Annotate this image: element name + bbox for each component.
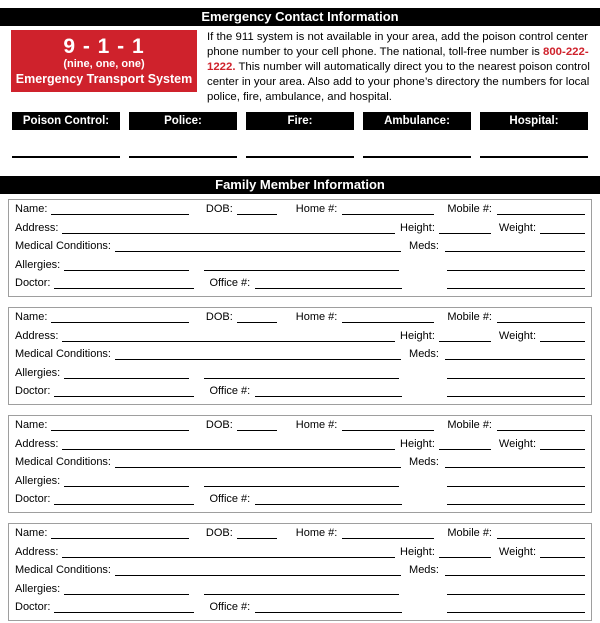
name-label: Name:	[15, 419, 48, 431]
doctor-label: Doctor:	[15, 493, 51, 506]
medical-conditions-label: Medical Conditions:	[15, 564, 111, 577]
member-row-medical	[15, 564, 585, 583]
family-member-block	[8, 415, 592, 513]
emergency-contacts-fill-row	[12, 156, 588, 158]
doctor-fill-line[interactable]	[54, 504, 194, 505]
member-row-doctor	[15, 277, 585, 296]
home-phone-label: Home #:	[295, 419, 338, 431]
name-label: Name:	[15, 311, 48, 323]
member-row-allergies	[15, 475, 585, 494]
meds-fill-line-3[interactable]	[447, 288, 585, 289]
member-row-address	[15, 330, 585, 349]
doctor-fill-line[interactable]	[54, 612, 194, 613]
meds-fill-line-2[interactable]	[447, 270, 585, 271]
home-phone-fill-line[interactable]	[342, 430, 434, 431]
medical-conditions-label: Medical Conditions:	[15, 456, 111, 469]
meds-fill-line[interactable]	[445, 359, 585, 360]
mobile-phone-fill-line[interactable]	[497, 430, 585, 431]
911-badge	[11, 30, 197, 92]
medical-conditions-fill-line[interactable]	[115, 575, 401, 576]
meds-label: Meds:	[409, 564, 439, 577]
height-label: Height:	[400, 221, 435, 234]
fire-fill-line[interactable]	[246, 156, 354, 158]
home-phone-label: Home #:	[295, 527, 338, 539]
family-member-title: Family Member Information	[215, 177, 385, 192]
poison-control-phone-number: 800-222-1222.	[207, 46, 589, 73]
office-phone-label: Office #:	[209, 601, 251, 614]
meds-fill-line-2[interactable]	[447, 594, 585, 595]
member-row-name	[15, 203, 585, 222]
dob-label: DOB:	[205, 419, 233, 431]
medical-conditions-fill-line[interactable]	[115, 251, 401, 252]
911-pronunciation: (nine, one, one)	[63, 58, 145, 70]
medical-conditions-label: Medical Conditions:	[15, 240, 111, 253]
emergency-contact-header-bar	[0, 8, 600, 26]
contact-label-poison-control: Poison Control:	[12, 112, 120, 130]
height-label: Height:	[400, 329, 435, 342]
contact-label-hospital: Hospital:	[480, 112, 588, 130]
name-label: Name:	[15, 527, 48, 539]
911-number: 9 - 1 - 1	[63, 35, 145, 58]
office-phone-label: Office #:	[209, 493, 251, 506]
height-fill-line[interactable]	[439, 449, 491, 450]
meds-fill-line-2[interactable]	[447, 378, 585, 379]
weight-fill-line[interactable]	[540, 341, 585, 342]
poison-control-fill-line[interactable]	[12, 156, 120, 158]
office-phone-fill-line[interactable]	[255, 504, 402, 505]
allergies-fill-line-2[interactable]	[204, 270, 399, 271]
meds-fill-line[interactable]	[445, 251, 585, 252]
home-phone-label: Home #:	[295, 311, 338, 323]
allergies-fill-line[interactable]	[64, 594, 189, 595]
allergies-label: Allergies:	[15, 366, 61, 379]
meds-label: Meds:	[409, 240, 439, 253]
allergies-fill-line-2[interactable]	[204, 486, 399, 487]
weight-fill-line[interactable]	[540, 557, 585, 558]
allergies-fill-line-2[interactable]	[204, 378, 399, 379]
emergency-contacts-label-row	[12, 112, 588, 130]
mobile-phone-fill-line[interactable]	[497, 322, 585, 323]
office-phone-label: Office #:	[209, 277, 251, 290]
office-phone-fill-line[interactable]	[255, 288, 402, 289]
allergies-fill-line[interactable]	[64, 270, 189, 271]
doctor-label: Doctor:	[15, 601, 51, 614]
home-phone-fill-line[interactable]	[342, 214, 434, 215]
member-row-medical	[15, 348, 585, 367]
weight-label: Weight:	[498, 221, 536, 234]
name-fill-line[interactable]	[51, 322, 188, 323]
medical-conditions-fill-line[interactable]	[115, 467, 401, 468]
member-row-medical	[15, 456, 585, 475]
weight-fill-line[interactable]	[540, 233, 585, 234]
dob-label: DOB:	[205, 527, 233, 539]
dob-fill-line[interactable]	[237, 214, 277, 215]
member-row-address	[15, 222, 585, 241]
weight-label: Weight:	[498, 437, 536, 450]
address-fill-line[interactable]	[62, 557, 395, 558]
weight-fill-line[interactable]	[540, 449, 585, 450]
meds-label: Meds:	[409, 456, 439, 469]
911-system-label: Emergency Transport System	[15, 72, 193, 86]
allergies-fill-line[interactable]	[64, 378, 189, 379]
member-row-address	[15, 438, 585, 457]
member-row-doctor	[15, 385, 585, 404]
meds-fill-line-2[interactable]	[447, 486, 585, 487]
member-row-name	[15, 311, 585, 330]
dob-fill-line[interactable]	[237, 430, 277, 431]
allergies-fill-line-2[interactable]	[204, 594, 399, 595]
height-label: Height:	[400, 545, 435, 558]
medical-conditions-label: Medical Conditions:	[15, 348, 111, 361]
dob-label: DOB:	[205, 203, 233, 215]
allergies-label: Allergies:	[15, 258, 61, 271]
home-phone-label: Home #:	[295, 203, 338, 215]
meds-fill-line[interactable]	[445, 575, 585, 576]
family-member-block	[8, 523, 592, 621]
member-row-doctor	[15, 493, 585, 512]
weight-label: Weight:	[498, 329, 536, 342]
weight-label: Weight:	[498, 545, 536, 558]
mobile-phone-label: Mobile #:	[447, 527, 492, 539]
name-fill-line[interactable]	[51, 538, 188, 539]
address-fill-line[interactable]	[62, 341, 395, 342]
address-label: Address:	[15, 329, 59, 342]
instructions-text-after: This number will automatically direct you to the nearest poison control center in your area. Also add to your phone’s directory the numbers for local police, fire, ambulance, and hospital.	[207, 61, 590, 103]
emergency-contact-title: Emergency Contact Information	[201, 9, 399, 24]
member-row-allergies	[15, 367, 585, 386]
allergies-fill-line[interactable]	[64, 486, 189, 487]
height-fill-line[interactable]	[439, 233, 491, 234]
mobile-phone-label: Mobile #:	[447, 203, 492, 215]
home-phone-fill-line[interactable]	[342, 322, 434, 323]
doctor-label: Doctor:	[15, 277, 51, 290]
member-row-allergies	[15, 259, 585, 278]
allergies-label: Allergies:	[15, 474, 61, 487]
height-label: Height:	[400, 437, 435, 450]
office-phone-fill-line[interactable]	[255, 396, 402, 397]
home-phone-fill-line[interactable]	[342, 538, 434, 539]
address-fill-line[interactable]	[62, 449, 395, 450]
member-row-name	[15, 419, 585, 438]
mobile-phone-fill-line[interactable]	[497, 538, 585, 539]
intro-section	[11, 30, 590, 105]
mobile-phone-label: Mobile #:	[447, 419, 492, 431]
member-row-name	[15, 527, 585, 546]
mobile-phone-label: Mobile #:	[447, 311, 492, 323]
office-phone-label: Office #:	[209, 385, 251, 398]
height-fill-line[interactable]	[439, 557, 491, 558]
instructions-text-before: If the 911 system is not available in your area, add the poison control center phone number to your cell phone. The national, toll-free number is	[207, 31, 588, 58]
doctor-fill-line[interactable]	[54, 396, 194, 397]
address-label: Address:	[15, 545, 59, 558]
allergies-label: Allergies:	[15, 582, 61, 595]
ambulance-fill-line[interactable]	[363, 156, 471, 158]
mobile-phone-fill-line[interactable]	[497, 214, 585, 215]
contact-label-ambulance: Ambulance:	[363, 112, 471, 130]
dob-label: DOB:	[205, 311, 233, 323]
office-phone-fill-line[interactable]	[255, 612, 402, 613]
meds-fill-line-3[interactable]	[447, 612, 585, 613]
member-row-address	[15, 546, 585, 565]
name-fill-line[interactable]	[51, 214, 188, 215]
doctor-fill-line[interactable]	[54, 288, 194, 289]
name-label: Name:	[15, 203, 48, 215]
hospital-fill-line[interactable]	[480, 156, 588, 158]
family-member-header-bar	[0, 176, 600, 194]
doctor-label: Doctor:	[15, 385, 51, 398]
contact-label-police: Police:	[129, 112, 237, 130]
member-row-medical	[15, 240, 585, 259]
poison-control-instructions	[207, 30, 590, 105]
member-row-allergies	[15, 583, 585, 602]
address-label: Address:	[15, 437, 59, 450]
family-members-list	[8, 199, 592, 621]
meds-label: Meds:	[409, 348, 439, 361]
name-fill-line[interactable]	[51, 430, 188, 431]
dob-fill-line[interactable]	[237, 322, 277, 323]
meds-fill-line-3[interactable]	[447, 396, 585, 397]
meds-fill-line[interactable]	[445, 467, 585, 468]
member-row-doctor	[15, 601, 585, 620]
dob-fill-line[interactable]	[237, 538, 277, 539]
police-fill-line[interactable]	[129, 156, 237, 158]
address-label: Address:	[15, 221, 59, 234]
address-fill-line[interactable]	[62, 233, 395, 234]
family-member-block	[8, 199, 592, 297]
height-fill-line[interactable]	[439, 341, 491, 342]
family-member-block	[8, 307, 592, 405]
medical-conditions-fill-line[interactable]	[115, 359, 401, 360]
meds-fill-line-3[interactable]	[447, 504, 585, 505]
contact-label-fire: Fire:	[246, 112, 354, 130]
